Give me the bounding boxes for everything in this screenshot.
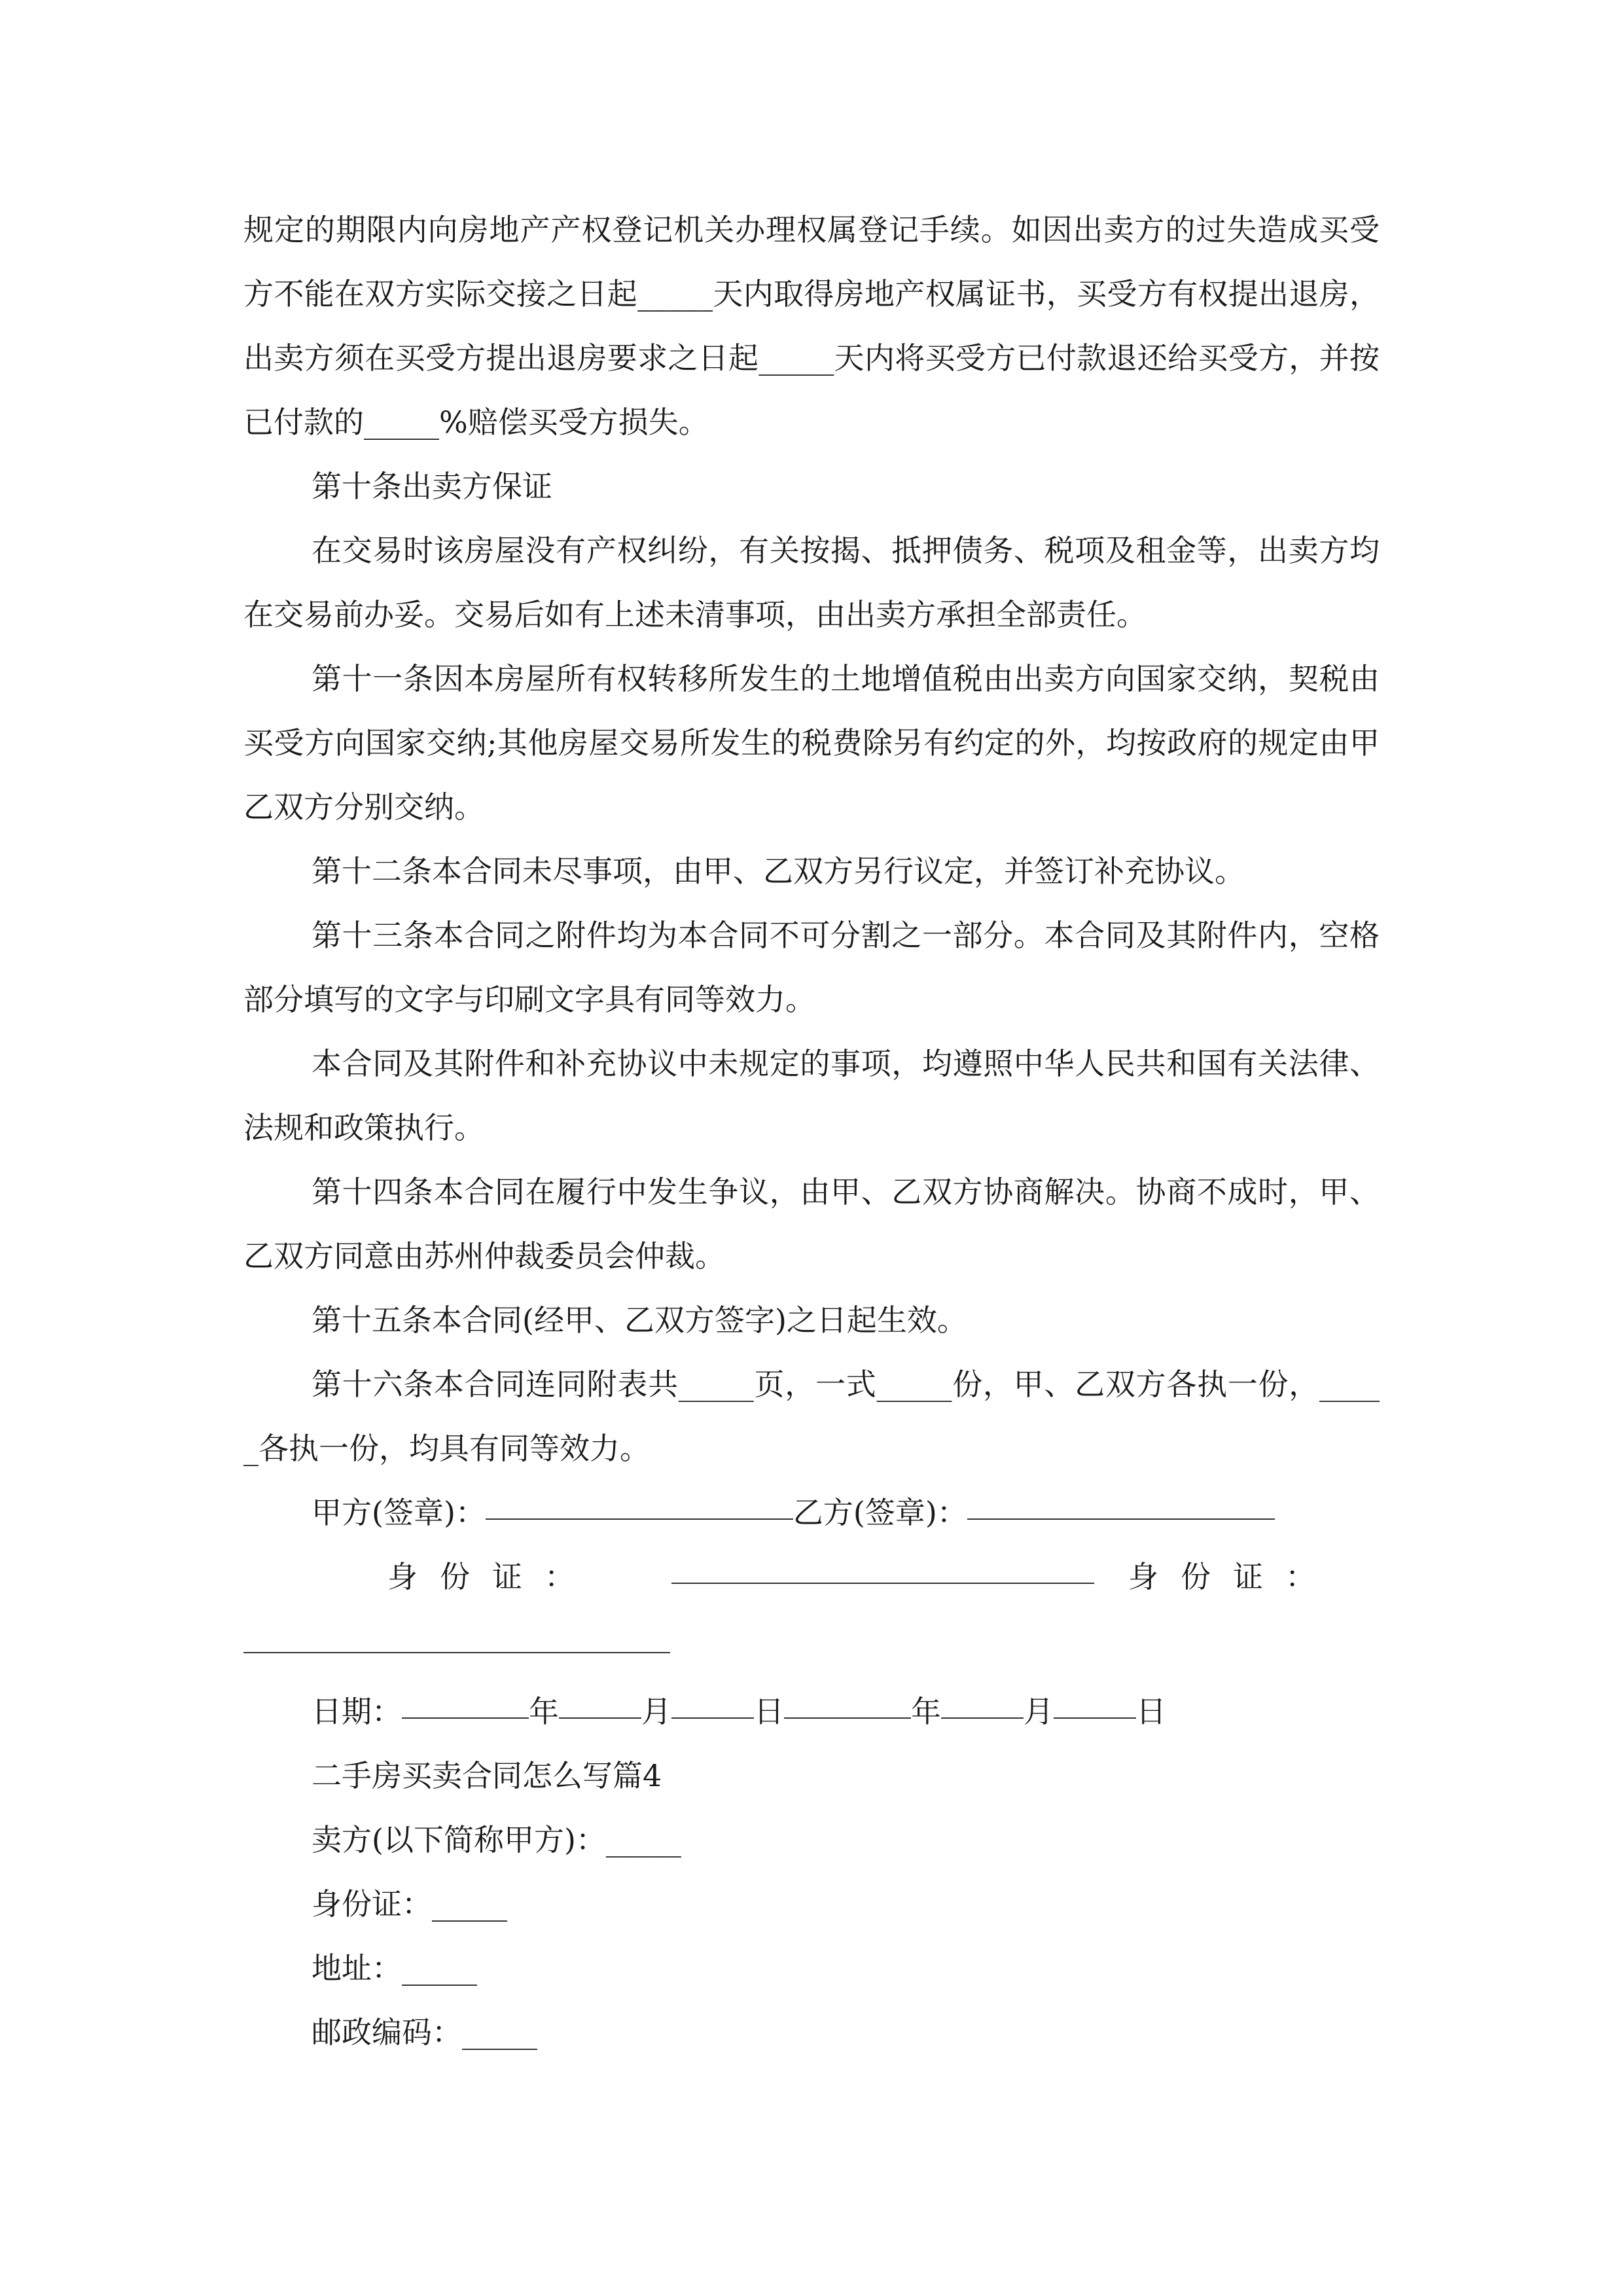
date-day-label-a: 日: [754, 1694, 784, 1729]
seller-postcode-field: 邮政编码：_____: [312, 2015, 537, 2050]
section-heading-part-4: 二手房买卖合同怎么写篇4: [312, 1758, 662, 1793]
date-row: [243, 1679, 1380, 1744]
paragraph-registration-clause: 规定的期限内向房地产产权登记机关办理权属登记手续。如因出卖方的过失造成买受方不能在双方实际交接之日起_____天内取得房地产权属证书，买受方有权提出退房，出卖方须在买受方提出退房要求之日起_____天内将买受方已付款退还给买受方，并按已付款的_____%赔偿买受方损失。: [243, 212, 1380, 440]
paragraph-article-14: 第十四条本合同在履行中发生争议，由甲、乙双方协商解决。协商不成时，甲、乙双方同意由苏州仲裁委员会仲裁。: [243, 1174, 1380, 1274]
paragraph-article-10-heading: 第十条出卖方保证: [312, 469, 552, 504]
paragraph-article-11: 第十一条因本房屋所有权转移所发生的土地增值税由出卖方向国家交纳，契税由买受方向国家交纳;其他房屋交易所发生的税费除另有约定的外，均按政府的规定由甲乙双方分别交纳。: [243, 661, 1380, 825]
paragraph-article-13: 第十三条本合同之附件均为本合同不可分割之一部分。本合同及其附件内，空格部分填写的文字与印刷文字具有同等效力。: [243, 918, 1380, 1017]
paragraph-seller-guarantee: 在交易时该房屋没有产权纠纷，有关按揭、抵押债务、税项及租金等，出卖方均在交易前办妥。交易后如有上述未清事项，由出卖方承担全部责任。: [243, 533, 1380, 632]
date-month-label-b: 月: [1024, 1694, 1054, 1729]
party-a-signature-label: 甲方(签章)：: [312, 1495, 486, 1530]
party-b-id-line-row: [243, 1614, 1380, 1679]
paragraph-article-16: 第十六条本合同连同附表共_____页，一式_____份，甲、乙双方各执一份，_____各执一份，均具有同等效力。: [243, 1367, 1380, 1466]
date-month-label-a: 月: [641, 1694, 671, 1729]
party-b-id-line: [243, 1614, 670, 1653]
party-b-signature-label: 乙方(签章)：: [793, 1495, 967, 1530]
party-b-id-label: 身份证：: [1128, 1559, 1338, 1594]
paragraph-unspecified-matters: 本合同及其附件和补充协议中未规定的事项，均遵照中华人民共和国有关法律、法规和政策执行。: [243, 1046, 1380, 1145]
id-row: [243, 1545, 1380, 1614]
paragraph-article-12: 第十二条本合同未尽事项，由甲、乙双方另行议定，并签订补充协议。: [312, 853, 1245, 889]
party-b-signature-line: [967, 1480, 1275, 1520]
date-day-label-b: 日: [1136, 1694, 1166, 1729]
party-a-signature-line: [486, 1480, 793, 1520]
date-label: 日期：: [312, 1694, 402, 1729]
seller-address-field: 地址：_____: [312, 1950, 477, 1986]
date-month-line-b: [941, 1679, 1024, 1719]
date-year-label-a: 年: [529, 1694, 559, 1729]
seller-field: 卖方(以下简称甲方)：_____: [312, 1822, 681, 1857]
date-month-line-a: [559, 1679, 641, 1719]
party-a-id-label: 身份证：: [387, 1559, 597, 1594]
seller-id-field: 身份证：_____: [312, 1886, 507, 1922]
date-day-line-a: [671, 1679, 754, 1719]
date-year-label-b: 年: [911, 1694, 941, 1729]
date-day-line-b: [1054, 1679, 1136, 1719]
paragraph-article-15: 第十五条本合同(经甲、乙双方签字)之日起生效。: [312, 1302, 967, 1338]
party-a-id-line: [671, 1545, 1094, 1584]
date-year-line-b: [784, 1679, 911, 1719]
signature-row: [243, 1480, 1380, 1545]
date-year-line-a: [402, 1679, 529, 1719]
document-body: [243, 198, 1380, 2064]
